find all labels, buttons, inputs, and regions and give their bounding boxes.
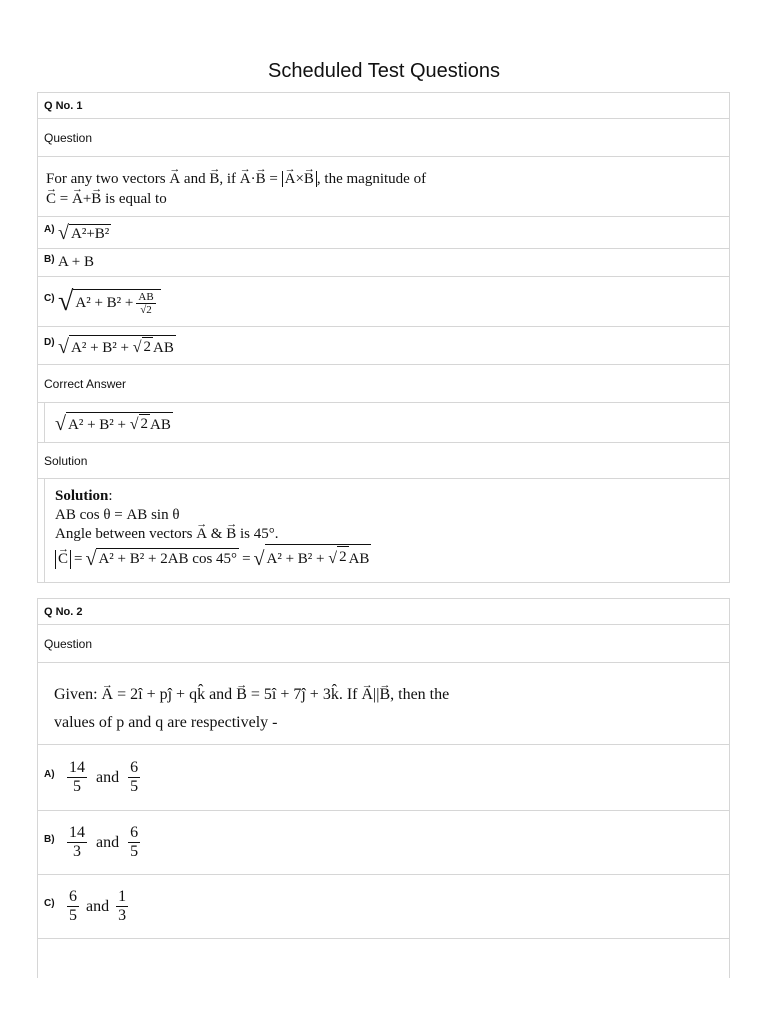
question-text: For any two vectors → A and → B, if → A·→ B = → A×→ B , the magnitude of → C = → A+→ B is equal to [38,157,729,217]
question-label: Question [44,636,93,651]
option-c[interactable]: C) $\frac{6}{5}$ and $\frac{1}{3}$ [38,875,729,939]
option-a[interactable]: A) √ A²+B² [38,217,729,249]
question-label: Question [44,130,93,145]
correct-answer-label: Correct Answer [44,376,127,391]
solution-body: Solution: AB cos θ = AB sin θ Angle between vectors → A & → B is 45°. → C = √ A² + B² + 2AB cos 45° = √ A² + B² + √ 2 AB [38,479,729,582]
option-c[interactable]: C) √ A² + B² + $\frac{AB}{√2}$ [38,277,729,327]
question-label-row [38,625,729,663]
question-label-row [38,119,729,157]
question-card-1 [37,92,730,583]
question-number: Q No. 1 [44,99,83,112]
solution-label: Solution [44,453,88,468]
correct-answer: √ A² + B² + √ 2 AB [38,403,729,443]
question-number-row [38,93,729,119]
option-a[interactable]: A) $\frac{14}{5}$ and $\frac{6}{5}$ [38,745,729,811]
solution-label-row [38,443,729,479]
question-text: Given: → A = 2î + pĵ + qk̂ and → B = 5î + 7ĵ + 3k̂. If → A||→ B, then the values of p and q are respectively - [38,663,729,745]
page-title: Scheduled Test Questions [267,60,500,82]
question-number: Q No. 2 [44,605,83,618]
option-d[interactable]: D) √ A² + B² + √ 2 AB [38,327,729,365]
option-b[interactable]: B) $\frac{14}{3}$ and $\frac{6}{5}$ [38,811,729,875]
correct-answer-label-row [38,365,729,403]
question-number-row [38,599,729,625]
question-card-2 [37,598,730,978]
option-d-partial[interactable] [38,939,729,979]
option-b[interactable]: B) A + B [38,249,729,277]
